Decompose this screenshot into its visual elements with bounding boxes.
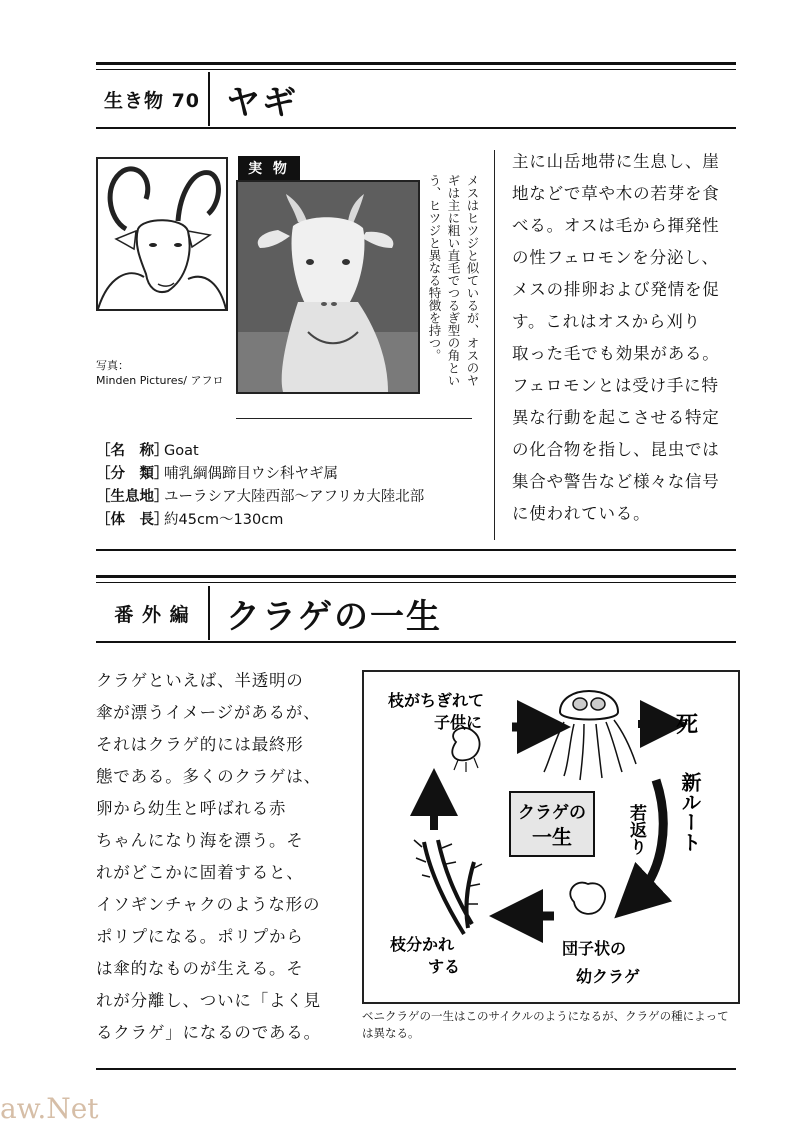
text-line: 地などで草や木の若芽を食 <box>512 184 720 203</box>
section2-header-bottom-rule <box>96 641 736 643</box>
text-line: イソギンチャクのような形の <box>96 895 321 914</box>
polyp-icon <box>414 840 482 934</box>
label-dango-line1: 団子状の <box>562 939 627 958</box>
center-title-line2: 一生 <box>532 825 572 849</box>
text-line: べる。オスは毛から揮発性 <box>512 216 720 235</box>
goat-photo <box>236 180 420 394</box>
fact-value: Goat <box>164 443 199 459</box>
text-line: 取った毛でも効果がある。 <box>512 344 720 363</box>
fact-row <box>96 486 476 509</box>
jellyfish-body-text <box>96 665 346 1049</box>
text-line: るクラゲ」になるのである。 <box>96 1023 321 1042</box>
text-line: それはクラゲ的には最終形 <box>96 735 304 754</box>
fact-value: 約45cm～130cm <box>164 512 284 528</box>
facts-divider <box>236 418 472 419</box>
section-title: クラゲの一生 <box>226 596 442 637</box>
text-line: メスの排卵および発情を促 <box>512 280 720 299</box>
center-title-line1: クラゲの <box>518 803 586 823</box>
fact-key: ［体 長］ <box>96 512 169 528</box>
text-line: クラゲといえば、半透明の <box>96 671 304 690</box>
section2-rule-thin <box>96 582 736 583</box>
credit-line: Minden Pictures/ アフロ <box>96 374 224 387</box>
text-line: す。これはオスから刈り <box>512 312 701 331</box>
label-dango-line2: 幼クラゲ <box>576 967 641 986</box>
fact-row <box>96 509 476 532</box>
section2-rule-thick <box>96 575 736 578</box>
text-line: 主に山岳地帯に生息し、崖 <box>512 152 720 171</box>
text-line: 傘が漂うイメージがあるが、 <box>96 703 321 722</box>
adult-jellyfish-icon <box>544 691 636 780</box>
photo-tag: 実 物 <box>238 156 300 180</box>
label-split-line1: 枝分かれ <box>390 935 455 954</box>
bottom-rule <box>96 1068 736 1070</box>
top-rule-thin <box>96 69 736 70</box>
photo-credit <box>96 358 236 388</box>
label-branch-line2: 子供に <box>434 713 483 732</box>
fact-value: 哺乳綱偶蹄目ウシ科ヤギ属 <box>164 466 338 482</box>
label-death: 死 <box>676 713 699 738</box>
dango-jellyfish-icon <box>570 883 605 914</box>
goat-illustration <box>96 157 228 311</box>
text-line: に使われている。 <box>512 504 651 523</box>
photo-caption: メスはヒツジと似ているが、オスのヤギは主に粗い直毛でつるぎ型の角という、ヒツジと異なる特徴を持つ。 <box>427 174 480 387</box>
fact-row <box>96 463 476 486</box>
fact-value: ユーラシア大陸西部～アフリカ大陸北部 <box>164 489 425 505</box>
diagram-caption: ベニクラゲの一生はこのサイクルのようになるが、クラゲの種によっては異なる。 <box>362 1009 729 1040</box>
column-divider <box>494 150 495 540</box>
text-line: 集合や警告など様々な信号 <box>512 472 720 491</box>
fact-key: ［名 称］ <box>96 443 169 459</box>
text-line: ちゃんになり海を漂う。そ <box>96 831 304 850</box>
text-line: れがどこかに固着すると、 <box>96 863 304 882</box>
section1-end-rule <box>96 549 736 551</box>
fact-table <box>96 440 476 532</box>
fact-row <box>96 440 476 463</box>
fact-key: ［生息地］ <box>96 489 169 505</box>
label-branch-line1: 枝がちぎれて <box>388 691 485 710</box>
section-label: 番 外 編 <box>96 586 210 640</box>
header-bottom-rule <box>96 127 736 129</box>
section-title: ヤギ <box>226 82 298 123</box>
text-line: の化合物を指し、昆虫では <box>512 440 720 459</box>
text-line: ポリプになる。ポリプから <box>96 927 304 946</box>
lifecycle-diagram <box>362 670 740 1004</box>
credit-line: 写真： <box>96 359 129 372</box>
text-line: 卵から幼生と呼ばれる赤 <box>96 799 287 818</box>
text-line: は傘的なものが生える。そ <box>96 959 304 978</box>
label-new-route: 新ルート <box>678 772 702 852</box>
section-label: 生き物 70 <box>96 72 210 126</box>
label-split-line2: する <box>428 957 461 976</box>
larva-icon <box>452 728 479 772</box>
text-line: フェロモンとは受け手に特 <box>512 376 719 395</box>
watermark: aw.Net <box>0 1092 99 1125</box>
text-line: れが分離し、ついに「よく見 <box>96 991 321 1010</box>
goat-body-text <box>512 146 742 530</box>
label-rejuvenation: 若返り <box>626 804 646 855</box>
top-rule-thick <box>96 62 736 65</box>
text-line: 態である。多くのクラゲは、 <box>96 767 321 786</box>
fact-key: ［分 類］ <box>96 466 169 482</box>
text-line: 異な行動を起こさせる特定 <box>512 408 720 427</box>
text-line: の性フェロモンを分泌し、 <box>512 248 719 267</box>
